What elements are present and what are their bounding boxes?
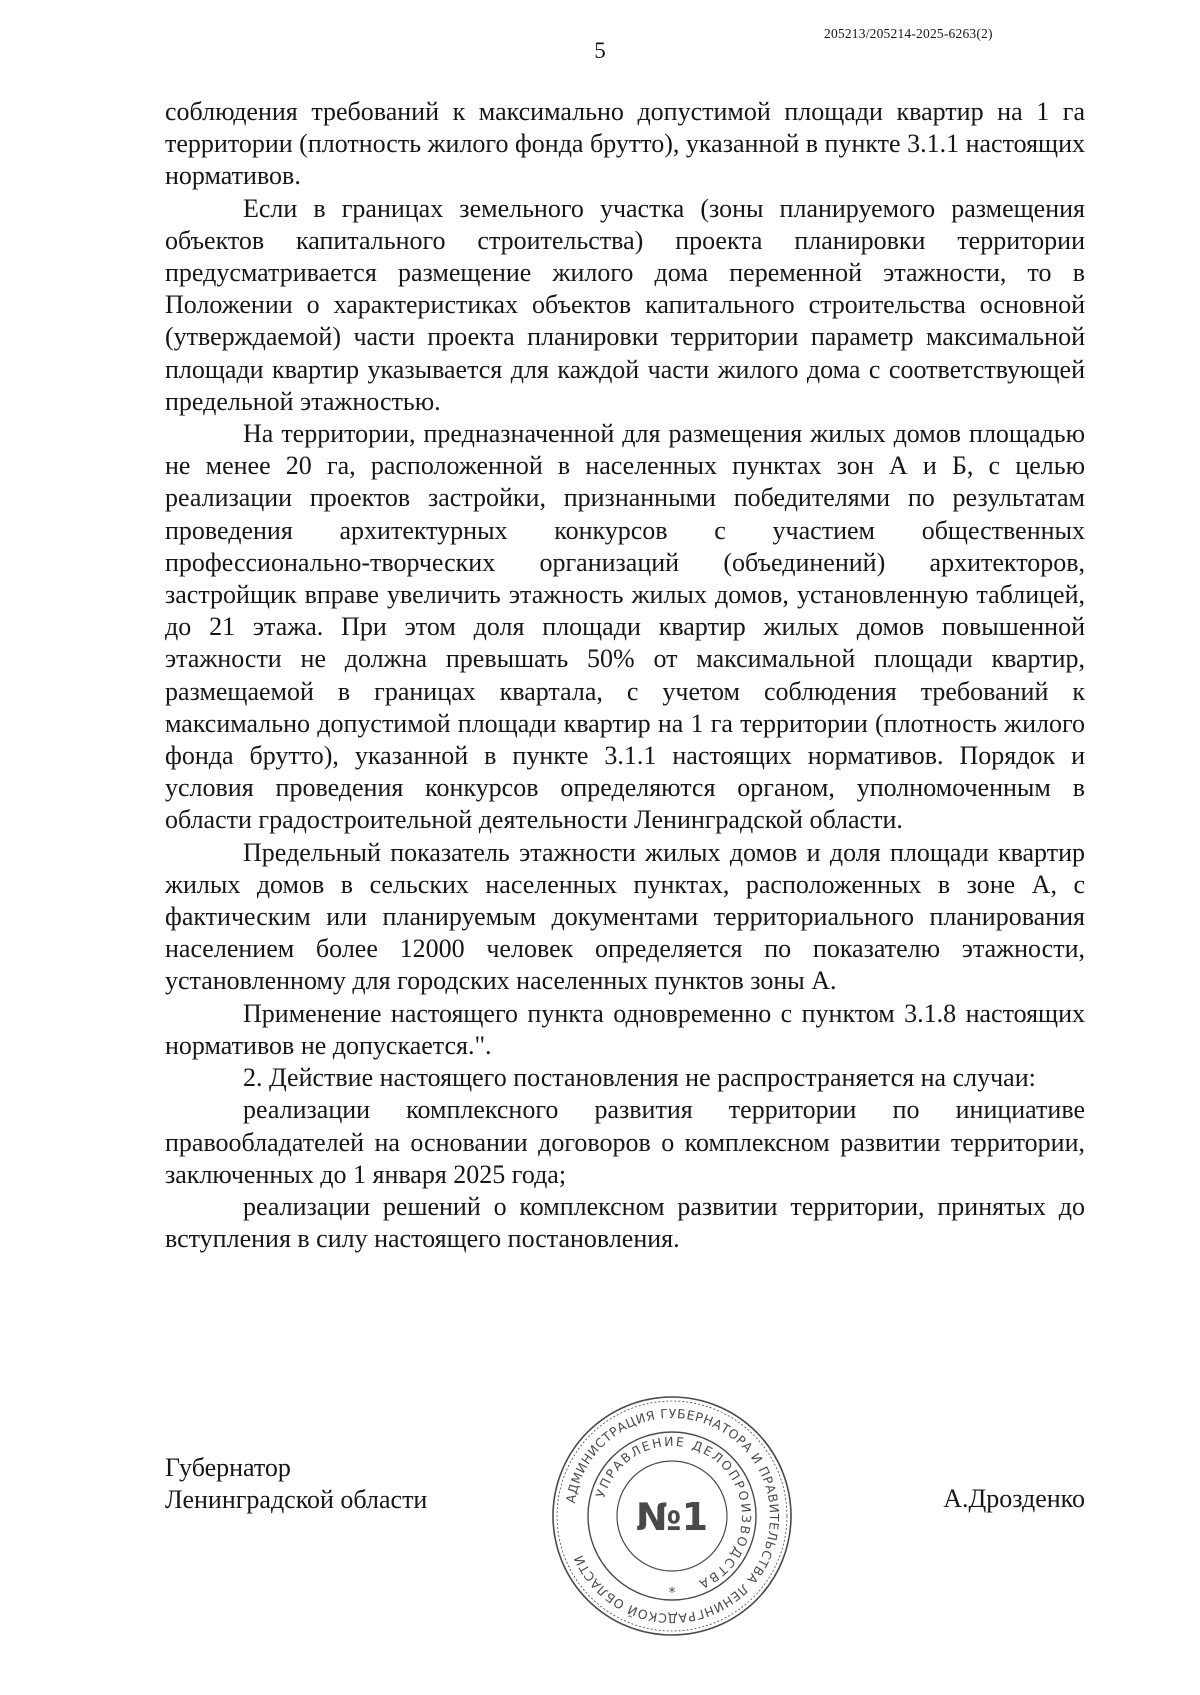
stamp-outer-text: АДМИНИСТРАЦИЯ ГУБЕРНАТОРА И ПРАВИТЕЛЬСТВА ЛЕНИНГРАДСКОЙ ОБЛАСТИ xyxy=(562,1405,783,1627)
stamp-number: №1 xyxy=(635,1495,709,1539)
page-number: 5 xyxy=(594,38,606,63)
paragraph: Если в границах земельного участка (зоны планируемого размещения объектов капитального строительства) проекта планировки территории предусматривается размещение жилого дома переменной этажности, то в Положении о характеристиках объектов капитального строительства основной (утверждаемой) части проекта планировки территории параметр максимальной площади квартир указывается для каждой части жилого дома с соответствующей предельной этажностью. xyxy=(165,193,1085,416)
official-seal-stamp xyxy=(548,1392,796,1640)
paragraph: 2. Действие настоящего постановления не распространяется на случаи: xyxy=(243,1063,1036,1093)
document-body xyxy=(165,96,1085,1255)
signatory-title xyxy=(165,1452,427,1516)
signatory-name: А.Дрозденко xyxy=(943,1484,1085,1513)
paragraph: реализации решений о комплексном развитии территории, принятых до вступления в силу настоящего постановления. xyxy=(165,1191,1085,1254)
document-id: 205213/205214-2025-6263(2) xyxy=(824,26,993,41)
signatory-title-line: Ленинградской области xyxy=(165,1485,428,1515)
stamp-inner-text: УПРАВЛЕНИЕ ДЕЛОПРОИЗВОДСТВА xyxy=(592,1433,755,1593)
paragraph: соблюдения требований к максимально допустимой площади квартир на 1 га территории (плотность жилого фонда брутто), указанной в пункте 3.1.1 настоящих нормативов. xyxy=(165,97,1085,191)
paragraph: Предельный показатель этажности жилых домов и доля площади квартир жилых домов в сельских населенных пунктах, расположенных в зоне А, с фактическим или планируемым документами территориального планирования населением более 12000 человек определяется по показателю этажности, установленному для городских населенных пунктов зоны А. xyxy=(165,837,1085,996)
paragraph: реализации комплексного развития территории по инициативе правообладателей на основании договоров о комплексном развитии территории, заключенных до 1 января 2025 года; xyxy=(165,1095,1085,1189)
paragraph: Применение настоящего пункта одновременно с пунктом 3.1.8 настоящих нормативов не допускается.". xyxy=(165,998,1085,1060)
signatory-title-line: Губернатор xyxy=(165,1453,291,1482)
paragraph: На территории, предназначенной для размещения жилых домов площадью не менее 20 га, расположенной в населенных пунктах зон А и Б, с целью реализации проектов застройки, признанными победителями по результатам проведения архитектурных конкурсов с участием общественных профессионально-творческих организаций (объединений) архитекторов, застройщик вправе увеличить этажность жилых домов, установленную таблицей, до 21 этажа. При этом доля площади квартир жилых домов повышенной этажности не должна превышать 50% от максимальной площади квартир, размещаемой в границах квартала, с учетом соблюдения требований к максимально допустимой площади квартир на 1 га территории (плотность жилого фонда брутто), указанной в пункте 3.1.1 настоящих нормативов. Порядок и условия проведения конкурсов определяются органом, уполномоченным в области градостроительной деятельности Ленинградской области. xyxy=(165,419,1085,835)
stamp-star: * xyxy=(668,1585,676,1601)
